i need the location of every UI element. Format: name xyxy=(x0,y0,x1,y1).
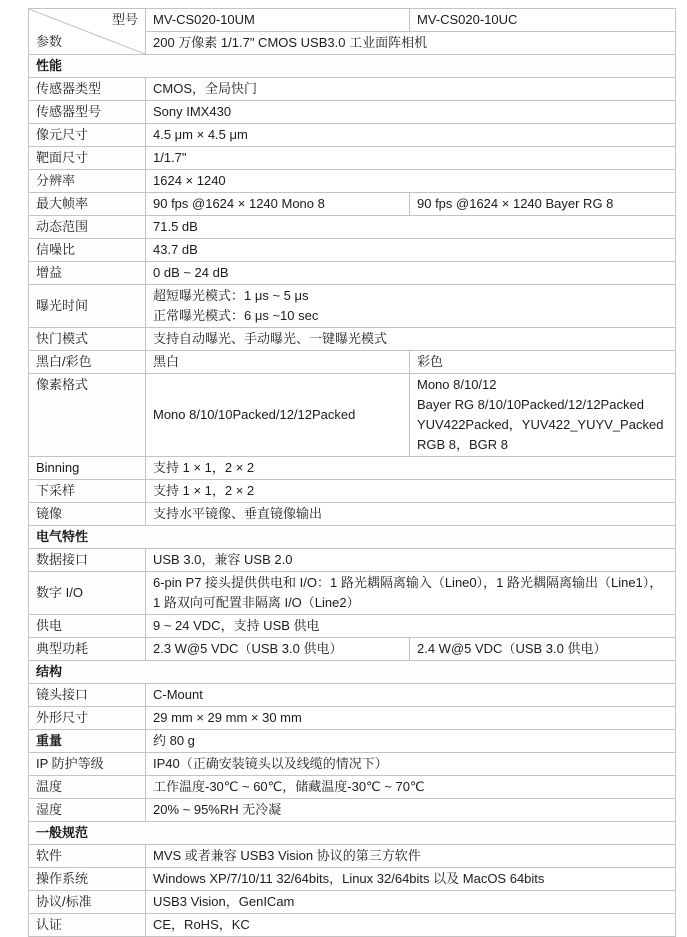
row-label-cell: 信噪比 xyxy=(29,239,146,262)
row-value-cell: 支持水平镜像、垂直镜像输出 xyxy=(146,503,676,526)
value-line: Bayer RG 8/10/10Packed/12/12Packed xyxy=(417,397,644,412)
row-label-cell: 动态范围 xyxy=(29,216,146,239)
row-value-cell-right xyxy=(410,374,676,457)
row-value-cell-left: 2.3 W@5 VDC（USB 3.0 供电） xyxy=(146,638,410,661)
row-label-cell: 软件 xyxy=(29,845,146,868)
row-value-cell: 71.5 dB xyxy=(146,216,676,239)
row-value-cell: MVS 或者兼容 USB3 Vision 协议的第三方软件 xyxy=(146,845,676,868)
spec-row xyxy=(29,285,676,328)
row-value-cell: 4.5 μm × 4.5 μm xyxy=(146,124,676,147)
row-value-cell: 支持自动曝光、手动曝光、一键曝光模式 xyxy=(146,328,676,351)
spec-row xyxy=(29,799,676,822)
spec-row xyxy=(29,193,676,216)
row-value-cell: 支持 1 × 1，2 × 2 xyxy=(146,457,676,480)
row-label-cell: 典型功耗 xyxy=(29,638,146,661)
spec-row xyxy=(29,124,676,147)
row-value-cell: 9 ~ 24 VDC，支持 USB 供电 xyxy=(146,615,676,638)
row-label-cell: 分辨率 xyxy=(29,170,146,193)
row-value-cell: 1/1.7" xyxy=(146,147,676,170)
row-label-cell: 温度 xyxy=(29,776,146,799)
spec-table xyxy=(28,8,676,937)
spec-row xyxy=(29,480,676,503)
row-label-cell: 最大帧率 xyxy=(29,193,146,216)
section-row xyxy=(29,526,676,549)
spec-row xyxy=(29,914,676,937)
section-row xyxy=(29,55,676,78)
spec-row xyxy=(29,101,676,124)
spec-row xyxy=(29,147,676,170)
row-label-cell: 像元尺寸 xyxy=(29,124,146,147)
row-value-cell-right: 90 fps @1624 × 1240 Bayer RG 8 xyxy=(410,193,676,216)
row-label-cell: 镜像 xyxy=(29,503,146,526)
spec-row xyxy=(29,374,676,457)
row-value-cell: CMOS，全局快门 xyxy=(146,78,676,101)
row-label-cell: 重量 xyxy=(29,730,146,753)
section-row xyxy=(29,661,676,684)
section-row xyxy=(29,822,676,845)
row-value-cell: 约 80 g xyxy=(146,730,676,753)
spec-row xyxy=(29,239,676,262)
row-label-cell: 外形尺寸 xyxy=(29,707,146,730)
row-value-cell: 1624 × 1240 xyxy=(146,170,676,193)
row-label-cell: 镜头接口 xyxy=(29,684,146,707)
row-label-cell: 认证 xyxy=(29,914,146,937)
row-value-cell: 43.7 dB xyxy=(146,239,676,262)
row-value-cell: USB3 Vision，GenICam xyxy=(146,891,676,914)
value-line: 超短曝光模式：1 μs ~ 5 μs xyxy=(153,288,309,303)
row-value-cell-left: 90 fps @1624 × 1240 Mono 8 xyxy=(146,193,410,216)
row-label-cell: Binning xyxy=(29,457,146,480)
value-line: YUV422Packed，YUV422_YUYV_Packed xyxy=(417,417,664,432)
row-label-cell: 协议/标准 xyxy=(29,891,146,914)
value-line: Mono 8/10/12 xyxy=(417,377,497,392)
spec-row xyxy=(29,638,676,661)
spec-row xyxy=(29,684,676,707)
row-label-cell: 供电 xyxy=(29,615,146,638)
row-label-cell: 曝光时间 xyxy=(29,285,146,328)
row-value-cell: CE，RoHS，KC xyxy=(146,914,676,937)
row-label-cell: 湿度 xyxy=(29,799,146,822)
row-label-cell: 黑白/彩色 xyxy=(29,351,146,374)
value-line: RGB 8，BGR 8 xyxy=(417,437,509,452)
row-label-cell: 快门模式 xyxy=(29,328,146,351)
model-name-left: MV-CS020-10UM xyxy=(146,9,410,32)
value-line: 正常曝光模式：6 μs ~10 sec xyxy=(153,308,319,323)
row-value-cell: 0 dB ~ 24 dB xyxy=(146,262,676,285)
row-label-cell: 传感器类型 xyxy=(29,78,146,101)
row-label-cell: 数字 I/O xyxy=(29,572,146,615)
row-value-cell: C-Mount xyxy=(146,684,676,707)
spec-table-body xyxy=(29,9,676,937)
row-value-cell: 6-pin P7 接头提供供电和 I/O：1 路光耦隔离输入（Line0），1 路光耦隔离输出（Line1），1 路双向可配置非隔离 I/O（Line2） xyxy=(146,572,676,615)
row-value-cell-left: Mono 8/10/10Packed/12/12Packed xyxy=(146,374,410,457)
row-value-cell: Sony IMX430 xyxy=(146,101,676,124)
spec-row xyxy=(29,845,676,868)
spec-row xyxy=(29,351,676,374)
row-value-cell xyxy=(146,285,676,328)
row-value-cell-right: 彩色 xyxy=(410,351,676,374)
row-label-cell: 靶面尺寸 xyxy=(29,147,146,170)
row-label-cell: IP 防护等级 xyxy=(29,753,146,776)
row-label-cell: 操作系统 xyxy=(29,868,146,891)
row-label-cell: 数据接口 xyxy=(29,549,146,572)
model-header-row xyxy=(29,9,676,32)
spec-row xyxy=(29,730,676,753)
spec-row xyxy=(29,707,676,730)
spec-row xyxy=(29,868,676,891)
spec-row xyxy=(29,78,676,101)
spec-row xyxy=(29,572,676,615)
corner-top-label: 型号 xyxy=(111,12,138,27)
row-label-cell: 增益 xyxy=(29,262,146,285)
spec-row xyxy=(29,262,676,285)
row-label-cell: 下采样 xyxy=(29,480,146,503)
corner-diagonal-cell xyxy=(29,9,146,55)
row-value-cell: Windows XP/7/10/11 32/64bits，Linux 32/64bits 以及 MacOS 64bits xyxy=(146,868,676,891)
section-label: 电气特性 xyxy=(29,526,676,549)
spec-row xyxy=(29,328,676,351)
row-label-cell: 像素格式 xyxy=(29,374,146,457)
section-label: 结构 xyxy=(29,661,676,684)
spec-row xyxy=(29,170,676,193)
spec-row xyxy=(29,503,676,526)
row-value-cell-left: 黑白 xyxy=(146,351,410,374)
section-label: 一般规范 xyxy=(29,822,676,845)
spec-row xyxy=(29,216,676,239)
section-label: 性能 xyxy=(29,55,676,78)
spec-row xyxy=(29,776,676,799)
row-value-cell: 20% ~ 95%RH 无冷凝 xyxy=(146,799,676,822)
row-value-cell: 支持 1 × 1，2 × 2 xyxy=(146,480,676,503)
row-value-cell-right: 2.4 W@5 VDC（USB 3.0 供电） xyxy=(410,638,676,661)
param-description-cell: 200 万像素 1/1.7" CMOS USB3.0 工业面阵相机 xyxy=(146,32,676,55)
spec-row xyxy=(29,615,676,638)
spec-row xyxy=(29,457,676,480)
corner-bottom-label: 参数 xyxy=(36,34,63,49)
row-value-cell: 29 mm × 29 mm × 30 mm xyxy=(146,707,676,730)
spec-row xyxy=(29,891,676,914)
row-label-cell: 传感器型号 xyxy=(29,101,146,124)
row-value-cell: USB 3.0，兼容 USB 2.0 xyxy=(146,549,676,572)
model-name-right: MV-CS020-10UC xyxy=(410,9,676,32)
row-value-cell: 工作温度-30℃ ~ 60℃，储藏温度-30℃ ~ 70℃ xyxy=(146,776,676,799)
row-value-cell: IP40（正确安装镜头以及线缆的情况下） xyxy=(146,753,676,776)
spec-row xyxy=(29,753,676,776)
spec-row xyxy=(29,549,676,572)
